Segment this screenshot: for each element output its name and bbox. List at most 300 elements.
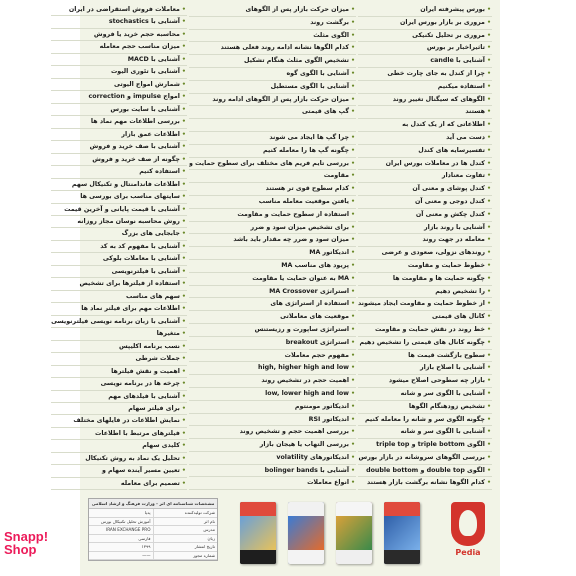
topic-label: استراتژی MA Crossover xyxy=(269,287,350,295)
topic-item xyxy=(189,68,356,81)
topic-label: تاثیراخبار بر بورس xyxy=(426,44,485,52)
spec-value: فارسی xyxy=(138,535,151,541)
topic-item xyxy=(51,16,187,28)
topic-label: جملات شرطی xyxy=(135,355,180,363)
topic-item xyxy=(51,116,187,128)
topic-item xyxy=(358,362,492,375)
topic-item xyxy=(189,414,356,427)
topic-item xyxy=(51,253,187,265)
topic-label: اندیکاتورهای volatility xyxy=(276,453,350,461)
bullet-icon: • xyxy=(351,287,356,295)
topic-label: آشنایی با الگوی گوه xyxy=(286,69,350,77)
topic-label: اهمیت حجم در تشخیص روند xyxy=(261,377,350,385)
bullet-icon: • xyxy=(181,479,186,487)
topic-item xyxy=(189,132,356,145)
topic-label: سطوح بازگشت قیمت ها xyxy=(408,351,485,359)
bullet-icon: • xyxy=(181,242,186,250)
bullet-icon: • xyxy=(181,392,186,400)
bullet-icon: • xyxy=(181,380,186,388)
topic-item xyxy=(358,273,492,286)
bullet-icon: • xyxy=(351,351,356,359)
topic-label: اطلاعات مهم برای فیلتر نماد ها xyxy=(81,305,180,313)
bullet-icon: • xyxy=(351,479,356,487)
bullet-icon: • xyxy=(181,230,186,238)
topic-item xyxy=(358,439,492,452)
bullet-icon: • xyxy=(181,217,186,225)
topic-label: آشنایی با فیلترنویسی xyxy=(111,267,180,275)
bullet-icon: • xyxy=(486,121,491,129)
topic-label: مقاومت xyxy=(323,172,350,180)
bullet-icon: • xyxy=(181,180,186,188)
bullet-icon: • xyxy=(486,172,491,180)
bullet-icon: • xyxy=(351,313,356,321)
topic-item xyxy=(189,119,356,132)
topic-item xyxy=(189,375,356,388)
topic-label: آشنایی با اصلاح بازار xyxy=(419,364,485,372)
topic-label: آشنایی با الگوی سر و شانه xyxy=(400,428,485,436)
topic-item xyxy=(358,477,492,490)
topic-item xyxy=(358,426,492,439)
topic-item xyxy=(358,42,492,55)
topic-item xyxy=(189,298,356,311)
topic-label: الگوی triple bottom و triple top xyxy=(376,441,485,449)
topic-label: چرخه ها در برنامه نویسی xyxy=(100,380,180,388)
topic-label: الگوی مثلث xyxy=(313,31,350,39)
spec-row xyxy=(89,535,217,544)
topic-label: بررسی اهمیت حجم و تشخیص روند xyxy=(239,428,350,436)
topic-item xyxy=(358,68,492,81)
bullet-icon: • xyxy=(181,330,186,338)
topic-item xyxy=(189,337,356,350)
topic-item xyxy=(189,260,356,273)
bullet-icon: • xyxy=(181,30,186,38)
topic-item xyxy=(358,4,492,17)
bullet-icon: • xyxy=(181,55,186,63)
spec-value: ۱۳۹۹ xyxy=(141,544,151,549)
topic-label: متغیرها xyxy=(156,330,180,338)
bullet-icon: • xyxy=(486,377,491,385)
topic-label: میزان حرکت بازار پس از الگوهای ادامه روند xyxy=(212,95,350,103)
bullet-icon: • xyxy=(181,143,186,151)
topic-label: تصمیم برای معامله xyxy=(120,479,180,487)
spec-value: —— xyxy=(142,552,151,558)
topic-item xyxy=(358,286,492,299)
topic-label: محاسبه حجم خرید یا فروش xyxy=(93,30,180,38)
bullet-icon: • xyxy=(351,466,356,474)
topic-label: MA به عنوان حمایت یا مقاومت xyxy=(252,274,350,282)
topic-label: استفاده از استراتژی های xyxy=(270,300,350,308)
bullet-icon: • xyxy=(181,367,186,375)
topic-label: آشنایی با صف خرید و فروش xyxy=(89,143,180,151)
topic-item xyxy=(358,350,492,363)
topic-item xyxy=(51,104,187,116)
topic-item xyxy=(358,337,492,350)
brand-name: Pedia xyxy=(455,548,481,557)
topic-item xyxy=(189,106,356,119)
topic-item xyxy=(358,145,492,158)
bullet-icon: • xyxy=(181,355,186,363)
topic-item xyxy=(51,91,187,103)
bullet-icon: • xyxy=(486,44,491,52)
topic-item xyxy=(51,440,187,452)
bullet-icon: • xyxy=(181,43,186,51)
topic-label: دست می آید xyxy=(446,133,485,141)
snapp-shop-watermark xyxy=(4,530,66,556)
topic-label: آشنایی با زبان برنامه نویسی فیلترنویسی xyxy=(51,317,180,325)
topic-item xyxy=(358,452,492,465)
topic-item xyxy=(358,94,492,107)
topic-item xyxy=(358,183,492,196)
topic-label: کدام الگوها نشانه برگشت بازار هستند xyxy=(367,479,485,487)
bullet-icon: • xyxy=(351,441,356,449)
topic-label: کندل ها در معاملات بورس ایران xyxy=(385,159,485,167)
bullet-icon: • xyxy=(486,441,491,449)
bullet-icon: • xyxy=(181,467,186,475)
topic-label: کدام الگوها نشانه ادامه روند فعلی هستند xyxy=(220,44,350,52)
bullet-icon: • xyxy=(351,146,356,154)
bullet-icon: • xyxy=(181,429,186,437)
topic-label: استفاده از فیلترها برای تشخیص xyxy=(79,280,180,288)
bullet-icon: • xyxy=(351,274,356,282)
topic-item xyxy=(189,145,356,158)
topic-item xyxy=(189,362,356,375)
bullet-icon: • xyxy=(486,402,491,410)
topic-item xyxy=(51,79,187,91)
spec-value: IRAN EXCHANGE PRO xyxy=(105,527,151,532)
topic-label: آشنایی با روند بازار xyxy=(423,223,485,231)
bullet-icon: • xyxy=(181,68,186,76)
bullet-icon: • xyxy=(181,280,186,288)
topic-item xyxy=(51,453,187,465)
bullet-icon: • xyxy=(351,402,356,410)
topic-item xyxy=(189,196,356,209)
bullet-icon: • xyxy=(181,130,186,138)
topic-label: فیلترهای مرتبط با اطلاعات xyxy=(95,429,180,437)
bullet-icon: • xyxy=(181,317,186,325)
topic-item xyxy=(189,350,356,363)
topic-item xyxy=(51,141,187,153)
topic-column xyxy=(51,4,187,490)
topic-item xyxy=(358,401,492,414)
product-box xyxy=(384,502,420,564)
topic-item xyxy=(51,403,187,415)
topic-label: اطلاعاتی که از یک کندل به xyxy=(402,121,485,129)
topic-item xyxy=(189,94,356,107)
spec-key: مدرس xyxy=(153,526,218,534)
topic-label: اندیکاتور MA xyxy=(309,249,350,257)
topic-item xyxy=(189,247,356,260)
topic-label: نسب برنامه اکلیپس xyxy=(118,342,180,350)
topic-label: را تشخیص دهیم xyxy=(435,287,485,295)
topic-label: high, higher high and low xyxy=(258,364,350,372)
bullet-icon: • xyxy=(181,18,186,26)
topic-label: کندل چکش و معنی آن xyxy=(415,210,485,218)
bullet-icon: • xyxy=(181,193,186,201)
topic-item xyxy=(189,55,356,68)
bullet-icon: • xyxy=(351,338,356,346)
bullet-icon: • xyxy=(181,6,186,13)
topic-item xyxy=(358,209,492,222)
topic-label: سایتهای مناسب برای بورسی ها xyxy=(80,193,180,201)
product-box xyxy=(336,502,372,564)
bullet-icon: • xyxy=(181,405,186,412)
topic-item xyxy=(51,291,187,303)
topic-label: نمایش اطلاعات در فایلهای مختلف xyxy=(73,417,180,425)
bullet-icon: • xyxy=(486,274,491,282)
bullet-icon: • xyxy=(351,133,356,141)
topic-label: استفاده میکنیم xyxy=(437,82,485,90)
bullet-icon: • xyxy=(486,185,491,193)
topic-label: آشنایی با bolinger bands xyxy=(264,466,350,474)
spec-key: تاریخ انتشار xyxy=(153,543,218,551)
bullet-icon: • xyxy=(351,6,356,13)
footer xyxy=(86,494,492,572)
topic-label: کندل پوشای و معنی آن xyxy=(412,185,485,193)
topic-item xyxy=(358,260,492,273)
topic-label: الگوی double top و double bottom xyxy=(366,466,485,474)
bullet-icon: • xyxy=(351,31,356,39)
topic-item xyxy=(358,196,492,209)
topic-item xyxy=(189,234,356,247)
topic-item xyxy=(51,129,187,141)
topic-item xyxy=(189,477,356,490)
topic-label: آشنایی با معاملات بلوکی xyxy=(102,255,180,263)
spec-key: زبان xyxy=(153,535,218,543)
pedia-logo xyxy=(448,502,488,564)
topic-label: اندیکاتور مومنتوم xyxy=(294,402,350,410)
topic-label: میزان مناسب حجم معامله xyxy=(99,43,180,51)
bullet-icon: • xyxy=(351,261,356,269)
topic-item xyxy=(51,228,187,240)
topic-label: میزان حرکت بازار پس از الگوهای xyxy=(245,6,350,13)
bullet-icon: • xyxy=(351,300,356,308)
topic-item xyxy=(51,266,187,278)
topic-label: مفهوم حجم معاملات xyxy=(284,351,350,359)
bullet-icon: • xyxy=(351,364,356,372)
bullet-icon: • xyxy=(351,428,356,436)
topic-item xyxy=(189,158,356,171)
topic-item xyxy=(51,154,187,166)
bullet-icon: • xyxy=(486,287,491,295)
bullet-icon: • xyxy=(486,210,491,218)
bullet-icon: • xyxy=(181,168,186,176)
topic-label: استفاده کنیم xyxy=(139,168,180,176)
topic-label: اطلاعات عمق بازار xyxy=(121,130,180,138)
topic-item xyxy=(358,298,492,311)
topic-label: اهمیت و نقش فیلترها xyxy=(111,367,180,375)
bullet-icon: • xyxy=(486,159,491,167)
bullet-icon: • xyxy=(181,267,186,275)
topic-item xyxy=(358,158,492,171)
bullet-icon: • xyxy=(486,236,491,244)
bullet-icon: • xyxy=(486,133,491,141)
topic-item xyxy=(51,391,187,403)
topic-label: بررسی تایم فریم های مختلف برای سطوح حمایت و xyxy=(188,159,350,167)
bullet-icon: • xyxy=(351,44,356,52)
topic-label: معاملات فروش استقراضی در ایران xyxy=(68,6,180,13)
bullet-icon: • xyxy=(351,172,356,180)
topic-label: استفاده از سطوح حمایت و مقاومت xyxy=(237,210,350,218)
topic-item xyxy=(358,375,492,388)
watermark-line-1: Snapp! xyxy=(4,529,49,544)
topic-item xyxy=(51,328,187,340)
topic-label: چگونه گپ ها را معامله کنیم xyxy=(263,146,350,154)
topic-label: چگونه حمایت ها و مقاومت ها xyxy=(392,274,485,282)
product-box xyxy=(288,502,324,564)
topic-label: استراتژی breakout xyxy=(285,338,350,346)
topic-item xyxy=(51,54,187,66)
topic-item xyxy=(51,191,187,203)
topic-label: جابجایی های بزرگ xyxy=(121,230,180,238)
topic-label: امواج impulse و correction xyxy=(88,93,180,101)
topic-item xyxy=(358,414,492,427)
topic-label: چرا گپ ها ایجاد می شوند xyxy=(269,133,350,141)
bullet-icon: • xyxy=(181,454,186,462)
bullet-icon: • xyxy=(181,93,186,101)
bullet-icon: • xyxy=(486,223,491,231)
watermark-line-2: Shop xyxy=(4,542,37,557)
topic-label: موقعیت های معاملاتی xyxy=(280,313,350,321)
topic-item xyxy=(358,234,492,247)
topic-list xyxy=(51,4,492,490)
topic-item xyxy=(189,401,356,414)
topic-label: یافتن موقعیت معامله مناسب xyxy=(258,197,350,205)
topic-item xyxy=(189,183,356,196)
topic-label: اطلاعات فاندامنتال و تکنیکال سهم xyxy=(71,180,180,188)
topic-label: سهم های مناسب xyxy=(126,292,180,300)
topic-label: بررسی التهاب یا هیجان بازار xyxy=(259,441,350,449)
topic-label: آشنایی با MACD xyxy=(127,55,180,63)
topic-item xyxy=(51,465,187,477)
topic-label: آشنایی با stochastics xyxy=(108,18,180,26)
product-box xyxy=(240,502,276,564)
topic-label: از خطوط حمایت و مقاومت ایجاد میشوند xyxy=(358,300,485,308)
bullet-icon: • xyxy=(486,249,491,257)
topic-label: اندیکاتور RSI xyxy=(308,415,350,423)
bullet-icon: • xyxy=(486,18,491,26)
topic-label: تحلیل یک نماد به روش تکنیکال xyxy=(85,454,180,462)
bullet-icon: • xyxy=(486,31,491,39)
bullet-icon: • xyxy=(486,351,491,359)
topic-item xyxy=(51,303,187,315)
bullet-icon: • xyxy=(486,261,491,269)
topic-label: بورس پیشرفته ایران xyxy=(420,6,485,13)
topic-item xyxy=(358,17,492,30)
topic-item xyxy=(189,30,356,43)
topic-item xyxy=(189,452,356,465)
topic-item xyxy=(51,316,187,328)
topic-label: آشنایی با سایت بورس xyxy=(110,105,180,113)
bullet-icon: • xyxy=(181,442,186,450)
bullet-icon: • xyxy=(486,313,491,321)
spec-row xyxy=(89,518,217,527)
topic-label: آشنایی با candle xyxy=(430,57,485,65)
spec-key: شماره مجوز xyxy=(153,552,218,560)
bullet-icon: • xyxy=(486,415,491,423)
bullet-icon: • xyxy=(486,428,491,436)
topic-label: تفاوت معنادار xyxy=(441,172,485,180)
topic-item xyxy=(189,17,356,30)
topic-item xyxy=(51,179,187,191)
bullet-icon: • xyxy=(486,197,491,205)
topic-item xyxy=(358,119,492,132)
bullet-icon: • xyxy=(486,95,491,103)
topic-label: الگوهای که سیگنال تغییر روند xyxy=(392,95,485,103)
bullet-icon: • xyxy=(181,305,186,313)
bullet-icon: • xyxy=(486,338,491,346)
topic-item xyxy=(51,478,187,490)
topic-item xyxy=(51,415,187,427)
bullet-icon: • xyxy=(486,69,491,77)
topic-label: بازار چه سطوحی اصلاح میشود xyxy=(388,377,485,385)
topic-item xyxy=(51,353,187,365)
topic-label: هستند xyxy=(465,108,485,116)
topic-item xyxy=(358,106,492,119)
bullet-icon: • xyxy=(351,69,356,77)
topic-label: چگونه کانال های قیمتی را تشخیص دهیم xyxy=(359,338,485,346)
bullet-icon: • xyxy=(351,185,356,193)
spec-key: شرکت تولیدکننده xyxy=(153,509,218,517)
topic-item xyxy=(358,324,492,337)
topic-label: آشنایی با الگوی مستطیل xyxy=(270,82,350,90)
topic-label: بررسی اطلاعات مهم نماد ها xyxy=(90,118,180,126)
topic-label: روندهای نزولی، صعودی و عرضی xyxy=(381,249,485,257)
topic-label: چگونه از صف خرید و فروش xyxy=(92,155,180,163)
topic-label: تشخیص الگوی مثلث هنگام تشکیل xyxy=(243,57,350,65)
topic-item xyxy=(51,378,187,390)
spec-row xyxy=(89,543,217,552)
topic-item xyxy=(189,465,356,478)
topic-label: مروری بر تحلیل تکنیکی xyxy=(412,31,485,39)
topic-item xyxy=(51,241,187,253)
topic-label: کلیدی سهام xyxy=(142,442,180,450)
bullet-icon: • xyxy=(351,236,356,244)
bullet-icon: • xyxy=(181,118,186,126)
bullet-icon: • xyxy=(351,377,356,385)
topic-label: بررسی الگوهای سروشانه در بازار بورس xyxy=(358,453,485,461)
topic-label: آشنایی با تئوری الیوت xyxy=(110,68,180,76)
topic-label: برگشت روند xyxy=(310,18,350,26)
topic-label: خطوط حمایت و مقاومت xyxy=(407,261,485,269)
spec-row xyxy=(89,526,217,535)
bullet-icon: • xyxy=(181,155,186,163)
topic-label: کندل دوجی و معنی آن xyxy=(414,197,485,205)
topic-label: چرا از کندل به جای چارت خطی xyxy=(387,69,485,77)
spec-key: نام اثر xyxy=(153,518,218,526)
bullet-icon: • xyxy=(486,466,491,474)
bullet-icon: • xyxy=(351,197,356,205)
topic-item xyxy=(51,216,187,228)
spec-table xyxy=(88,498,218,561)
topic-label: معامله در جهت روند xyxy=(422,236,485,244)
bullet-icon: • xyxy=(351,95,356,103)
topic-item xyxy=(189,273,356,286)
bullet-icon: • xyxy=(351,108,356,116)
topic-label: شمارش امواج الیوتی xyxy=(113,80,180,88)
spec-rows xyxy=(89,509,217,560)
topic-label: آشنایی با مفهوم کد به کد xyxy=(100,242,180,250)
topic-item xyxy=(51,29,187,41)
topic-item xyxy=(51,341,187,353)
topic-label: کدام سطوح قوی تر هستند xyxy=(265,185,350,193)
bullet-icon: • xyxy=(351,389,356,397)
topic-item xyxy=(51,166,187,178)
bullet-icon: • xyxy=(486,108,491,116)
product-boxes xyxy=(236,498,426,568)
topic-item xyxy=(51,428,187,440)
bullet-icon: • xyxy=(486,6,491,13)
topic-label: برای فیلتر سهام xyxy=(128,405,180,412)
